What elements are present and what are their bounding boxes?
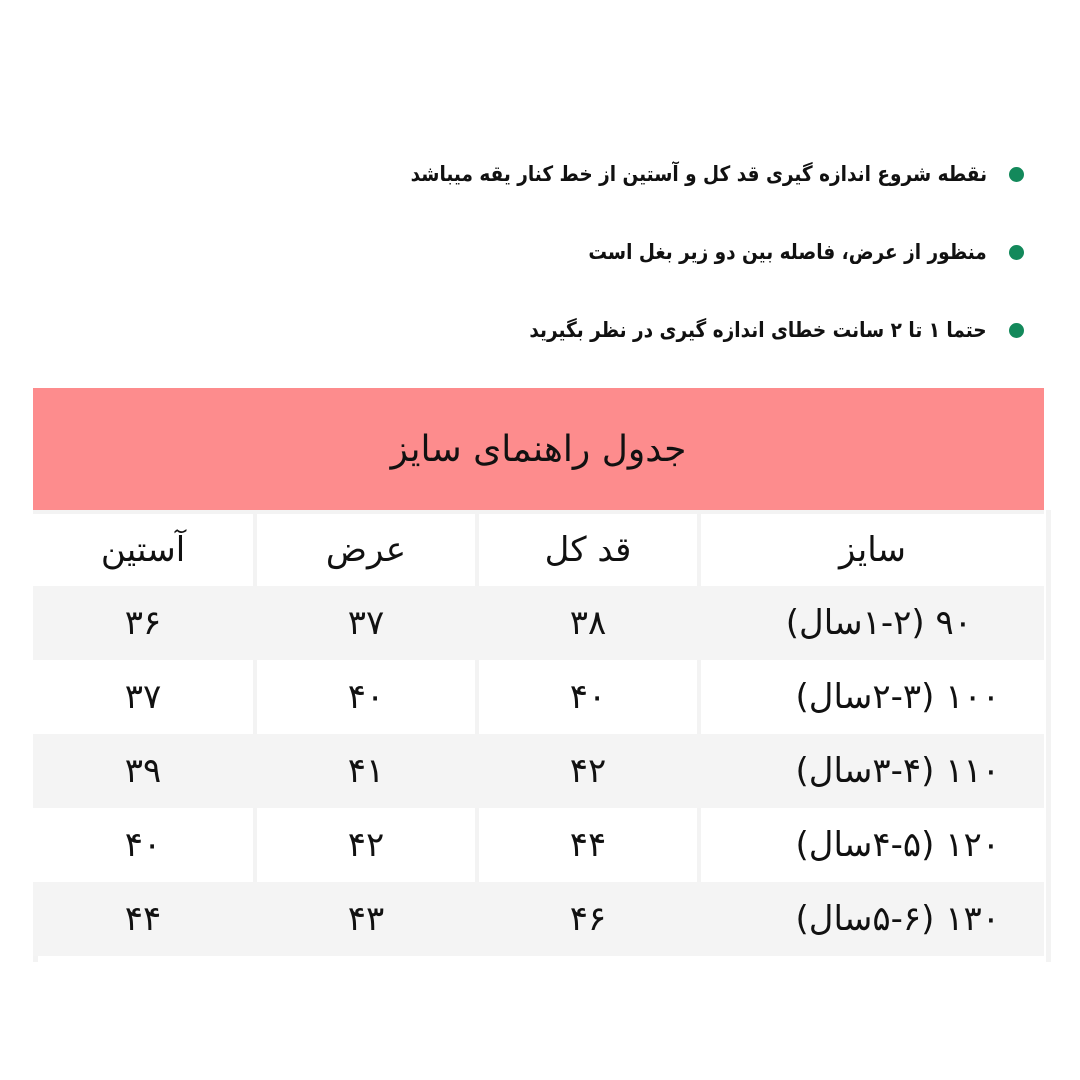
cell-sleeve: ۳۶ <box>33 586 257 660</box>
cell-total-length: ۳۸ <box>479 586 701 660</box>
cell-size: ۱۰۰ (۲-۳سال) <box>701 660 1044 734</box>
cell-width: ۴۳ <box>257 882 479 956</box>
cell-total-length: ۴۲ <box>479 734 701 808</box>
cell-size: ۹۰ (۱-۲سال) <box>701 586 1044 660</box>
cell-size: ۱۱۰ (۳-۴سال) <box>701 734 1044 808</box>
cell-total-length: ۴۴ <box>479 808 701 882</box>
cell-sleeve: ۴۰ <box>33 808 257 882</box>
note-item <box>404 228 1024 276</box>
cell-size: ۱۳۰ (۵-۶سال) <box>701 882 1044 956</box>
cell-sleeve: ۳۷ <box>33 660 257 734</box>
note-item <box>404 306 1024 354</box>
table-grid <box>33 510 1044 956</box>
note-item <box>404 150 1024 198</box>
cell-total-length: ۴۶ <box>479 882 701 956</box>
header-sleeve: آستین <box>33 510 257 586</box>
note-text: نقطه شروع اندازه گیری قد کل و آستین از خط کنار یقه میباشد <box>410 162 987 186</box>
cell-sleeve: ۳۹ <box>33 734 257 808</box>
header-size: سایز <box>701 510 1044 586</box>
table-right-border <box>1046 510 1051 962</box>
bullet-dot-icon <box>1009 245 1024 260</box>
cell-width: ۴۰ <box>257 660 479 734</box>
bullet-dot-icon <box>1009 167 1024 182</box>
note-text: حتما ۱ تا ۲ سانت خطای اندازه گیری در نظر بگیرید <box>529 318 987 342</box>
cell-sleeve: ۴۴ <box>33 882 257 956</box>
header-width: عرض <box>257 510 479 586</box>
size-guide-table <box>33 388 1044 956</box>
cell-width: ۴۲ <box>257 808 479 882</box>
bullet-dot-icon <box>1009 323 1024 338</box>
table-title: جدول راهنمای سایز <box>33 388 1044 510</box>
cell-size: ۱۲۰ (۴-۵سال) <box>701 808 1044 882</box>
note-text: منظور از عرض، فاصله بین دو زیر بغل است <box>588 240 987 264</box>
measurement-notes <box>404 150 1024 384</box>
cell-total-length: ۴۰ <box>479 660 701 734</box>
cell-width: ۴۱ <box>257 734 479 808</box>
cell-width: ۳۷ <box>257 586 479 660</box>
header-total-length: قد کل <box>479 510 701 586</box>
